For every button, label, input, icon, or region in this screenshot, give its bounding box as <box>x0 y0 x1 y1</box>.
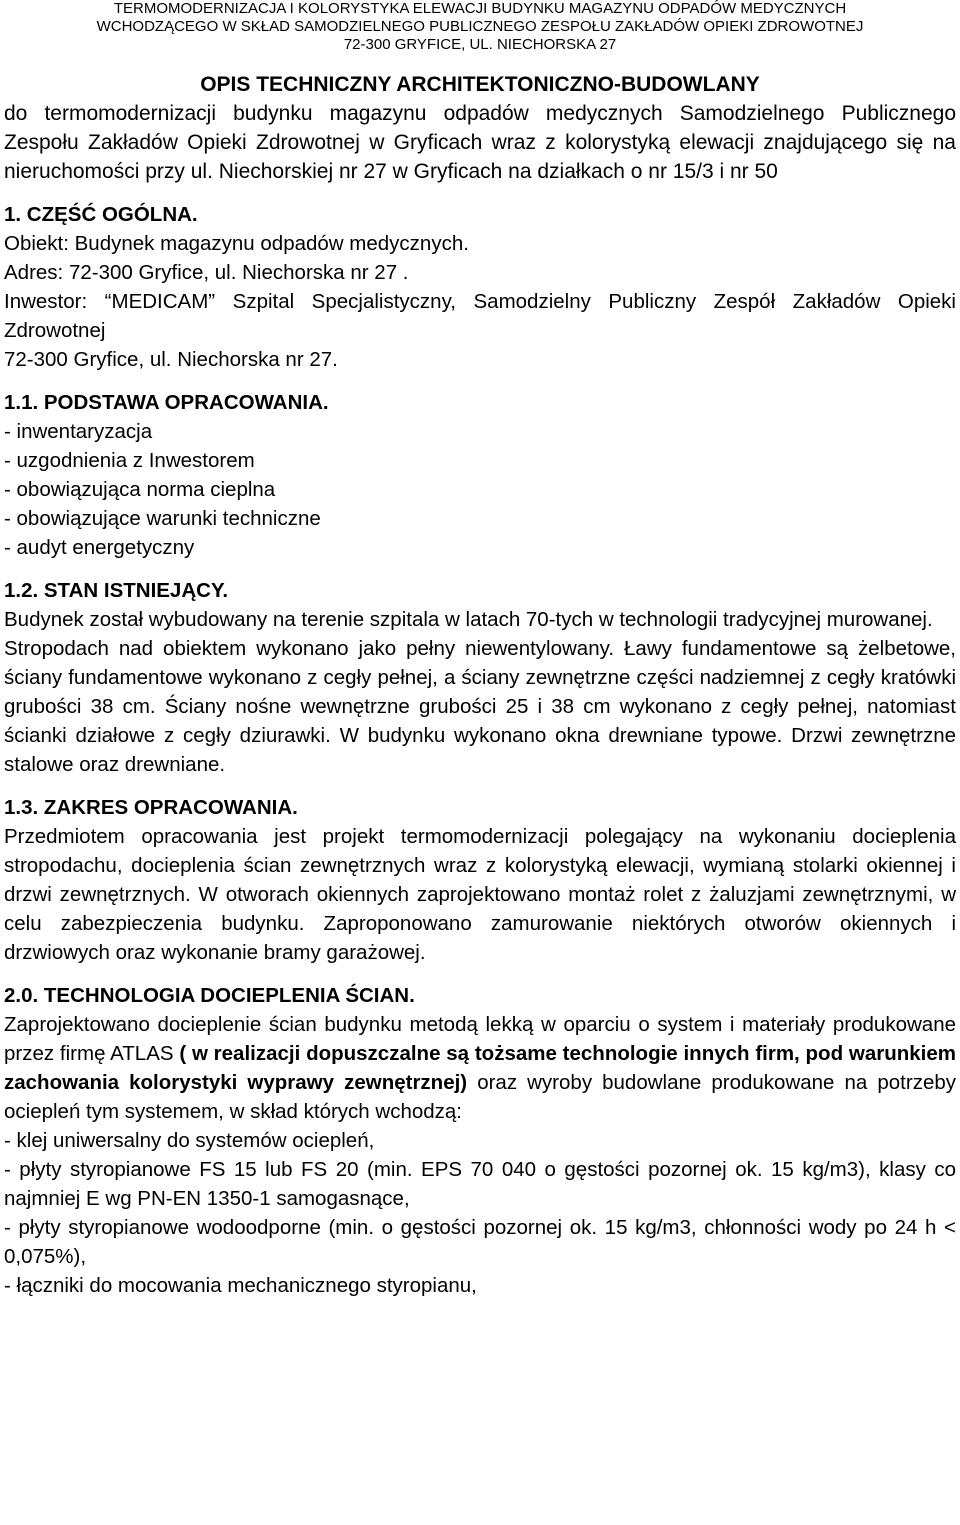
address-line: Adres: 72-300 Gryfice, ul. Niechorska nr 27 . <box>4 261 409 284</box>
material-item: - płyty styropianowe wodoodporne (min. o gęstości pozornej ok. 15 kg/m3, chłonności wody po 24 h < 0,075%), <box>4 1216 956 1268</box>
header-line-1: TERMOMODERNIZACJA I KOLORYSTYKA ELEWACJI BUDYNKU MAGAZYNU ODPADÓW MEDYCZNYCH <box>113 0 847 17</box>
technology-text-bold: ( w realizacji dopuszczalne są tożsame technologie innych firm, pod warunkiem zachowania kolorystyki wyprawy zewnętrznej) <box>4 1042 956 1094</box>
material-item: - klej uniwersalny do systemów ociepleń, <box>4 1129 375 1152</box>
basis-list <box>4 417 956 562</box>
section-1-3-heading: 1.3. ZAKRES OPRACOWANIA. <box>4 796 298 819</box>
header-line-2: WCHODZĄCEGO W SKŁAD SAMODZIELNEGO PUBLICZNEGO ZESPOŁU ZAKŁADÓW OPIEKI ZDROWOTNEJ <box>96 18 864 35</box>
technology-text-c: oraz wyroby budowlane produkowane na potrzeby ociepleń tym systemem, w skład których wchodzą: <box>4 1071 957 1123</box>
list-item: - uzgodnienia z Inwestorem <box>4 449 255 472</box>
list-item: - inwentaryzacja <box>4 420 153 443</box>
header-line-3: 72-300 GRYFICE, UL. NIECHORSKA 27 <box>343 36 617 53</box>
list-item: - audyt energetyczny <box>4 536 195 559</box>
material-item: - łączniki do mocowania mechanicznego styropianu, <box>4 1274 477 1297</box>
intro-paragraph: do termomodernizacji budynku magazynu odpadów medycznych Samodzielnego Publicznego Zespołu Zakładów Opieki Zdrowotnej w Gryficach wraz z kolorystyką elewacji znajdującego się na nieruchomości przy ul. Niechorskiej nr 27 w Gryficach na działkach o nr 15/3 i nr 50 <box>4 102 956 183</box>
section-1-1-heading: 1.1. PODSTAWA OPRACOWANIA. <box>4 391 329 414</box>
investor-address-line: 72-300 Gryfice, ul. Niechorska nr 27. <box>4 348 338 371</box>
section-1-2-heading: 1.2. STAN ISTNIEJĄCY. <box>4 579 229 602</box>
investor-line: Inwestor: “MEDICAM” Szpital Specjalistyczny, Samodzielny Publiczny Zespół Zakładów Opieki Zdrowotnej <box>4 290 956 342</box>
material-item: - płyty styropianowe FS 15 lub FS 20 (min. EPS 70 040 o gęstości pozornej ok. 15 kg/m3), klasy co najmniej E wg PN-EN 1350-1 samogasnące, <box>4 1158 956 1210</box>
technology-paragraph <box>4 1010 956 1126</box>
section-2-0-heading: 2.0. TECHNOLOGIA DOCIEPLENIA ŚCIAN. <box>4 984 415 1007</box>
document-title: OPIS TECHNICZNY ARCHITEKTONICZNO-BUDOWLANY <box>200 73 760 96</box>
section-1-heading: 1. CZĘŚĆ OGÓLNA. <box>4 203 198 226</box>
technology-text-a: Zaprojektowano docieplenie ścian budynku metodą lekką w oparciu o system i materiały produkowane przez firmę ATLAS <box>4 1013 956 1065</box>
scope-paragraph: Przedmiotem opracowania jest projekt termomodernizacji polegający na wykonaniu docieplenia stropodachu, docieplenia ścian zewnętrznych wraz z kolorystyką elewacji, wymianą stolarki okiennej i drzwi zewnętrznych. W otworach okiennych zaprojektowano montaż rolet z żaluzjami zewnętrznymi, w celu zabezpieczenia budynku. Zaproponowano zamurowanie niektórych otworów okiennych i drzwiowych oraz wykonanie bramy garażowej. <box>4 825 956 964</box>
document-header <box>4 0 956 54</box>
existing-state-paragraph-2: Stropodach nad obiektem wykonano jako pełny niewentylowany. Ławy fundamentowe są żelbetowe, ściany fundamentowe wykonano z cegły pełnej, a ściany zewnętrzne części nadziemnej z cegły kratówki grubości 38 cm. Ściany nośne wewnętrzne grubości 25 i 38 cm wykonano z cegły pełnej, natomiast ścianki działowe z cegły dziurawki. W budynku wykonano okna drewniane typowe. Drzwi zewnętrzne stalowe oraz drewniane. <box>4 637 956 776</box>
list-item: - obowiązująca norma cieplna <box>4 478 276 501</box>
list-item: - obowiązujące warunki techniczne <box>4 507 321 530</box>
existing-state-paragraph-1: Budynek został wybudowany na terenie szpitala w latach 70-tych w technologii tradycyjnej murowanej. <box>4 608 933 631</box>
object-line: Obiekt: Budynek magazynu odpadów medycznych. <box>4 232 469 255</box>
